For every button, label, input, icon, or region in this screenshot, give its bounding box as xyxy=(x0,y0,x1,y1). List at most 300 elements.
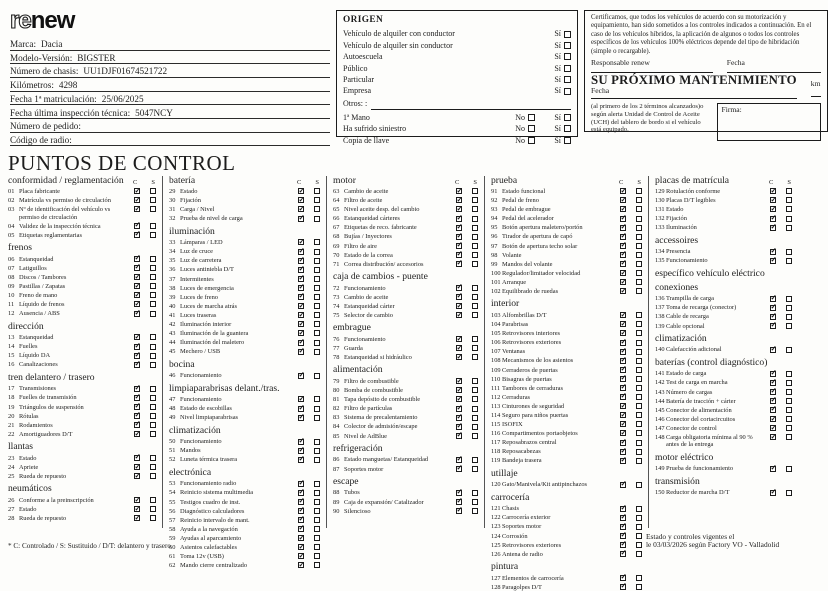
checkbox-s-55[interactable] xyxy=(314,499,320,505)
si-checkbox[interactable] xyxy=(564,65,571,72)
checkbox-c-124[interactable] xyxy=(620,533,626,539)
otros-line[interactable] xyxy=(371,100,571,110)
checkbox-c-61[interactable] xyxy=(298,553,304,559)
checkbox-c-54[interactable] xyxy=(298,490,304,496)
checkbox-c-29[interactable] xyxy=(298,188,304,194)
checkbox-s-133[interactable] xyxy=(786,225,792,231)
checkbox-s-98[interactable] xyxy=(636,252,642,258)
checkbox-c-94[interactable] xyxy=(620,216,626,222)
checkbox-s-40[interactable] xyxy=(314,303,320,309)
checkbox-s-109[interactable] xyxy=(636,367,642,373)
checkbox-c-112[interactable] xyxy=(620,394,626,400)
checkbox-c-108[interactable] xyxy=(620,358,626,364)
checkbox-s-141[interactable] xyxy=(786,371,792,377)
checkbox-s-150[interactable] xyxy=(786,490,792,496)
checkbox-s-82[interactable] xyxy=(472,406,478,412)
checkbox-s-57[interactable] xyxy=(314,517,320,523)
checkbox-s-124[interactable] xyxy=(636,533,642,539)
field-value[interactable]: BIGSTER xyxy=(77,52,116,63)
checkbox-c-70[interactable] xyxy=(456,252,462,258)
checkbox-c-141[interactable] xyxy=(770,371,776,377)
checkbox-s-79[interactable] xyxy=(472,378,478,384)
checkbox-s-41[interactable] xyxy=(314,312,320,318)
checkbox-c-18[interactable] xyxy=(134,395,140,401)
checkbox-s-23[interactable] xyxy=(150,455,156,461)
checkbox-s-21[interactable] xyxy=(150,422,156,428)
checkbox-s-43[interactable] xyxy=(314,330,320,336)
checkbox-c-121[interactable] xyxy=(620,506,626,512)
checkbox-c-90[interactable] xyxy=(456,508,462,514)
field-value[interactable]: 4298 xyxy=(58,80,78,91)
checkbox-c-105[interactable] xyxy=(620,330,626,336)
checkbox-s-138[interactable] xyxy=(786,314,792,320)
checkbox-c-119[interactable] xyxy=(620,458,626,464)
checkbox-s-24[interactable] xyxy=(150,464,156,470)
checkbox-c-14[interactable] xyxy=(134,344,140,350)
checkbox-s-35[interactable] xyxy=(314,258,320,264)
checkbox-c-102[interactable] xyxy=(620,288,626,294)
checkbox-c-76[interactable] xyxy=(456,336,462,342)
checkbox-s-65[interactable] xyxy=(472,206,478,212)
checkbox-c-23[interactable] xyxy=(134,455,140,461)
checkbox-s-131[interactable] xyxy=(786,206,792,212)
checkbox-c-136[interactable] xyxy=(770,296,776,302)
checkbox-c-131[interactable] xyxy=(770,206,776,212)
checkbox-c-85[interactable] xyxy=(456,433,462,439)
checkbox-s-33[interactable] xyxy=(314,239,320,245)
checkbox-c-12[interactable] xyxy=(134,311,140,317)
checkbox-s-84[interactable] xyxy=(472,424,478,430)
checkbox-c-114[interactable] xyxy=(620,412,626,418)
checkbox-s-86[interactable] xyxy=(472,457,478,463)
checkbox-c-87[interactable] xyxy=(456,466,462,472)
field-value[interactable]: Dacia xyxy=(41,39,63,50)
checkbox-c-127[interactable] xyxy=(620,575,626,581)
checkbox-s-110[interactable] xyxy=(636,376,642,382)
checkbox-c-35[interactable] xyxy=(298,258,304,264)
checkbox-s-61[interactable] xyxy=(314,553,320,559)
checkbox-s-118[interactable] xyxy=(636,449,642,455)
checkbox-s-147[interactable] xyxy=(786,425,792,431)
checkbox-c-41[interactable] xyxy=(298,312,304,318)
checkbox-c-134[interactable] xyxy=(770,249,776,255)
checkbox-s-134[interactable] xyxy=(786,249,792,255)
checkbox-s-94[interactable] xyxy=(636,216,642,222)
checkbox-c-91[interactable] xyxy=(620,188,626,194)
checkbox-s-58[interactable] xyxy=(314,526,320,532)
checkbox-s-52[interactable] xyxy=(314,457,320,463)
checkbox-c-129[interactable] xyxy=(770,188,776,194)
checkbox-s-115[interactable] xyxy=(636,421,642,427)
checkbox-c-01[interactable] xyxy=(134,188,140,194)
checkbox-c-52[interactable] xyxy=(298,457,304,463)
checkbox-c-82[interactable] xyxy=(456,406,462,412)
checkbox-s-10[interactable] xyxy=(150,292,156,298)
checkbox-s-04[interactable] xyxy=(150,223,156,229)
checkbox-s-46[interactable] xyxy=(314,373,320,379)
checkbox-s-17[interactable] xyxy=(150,386,156,392)
checkbox-s-114[interactable] xyxy=(636,412,642,418)
checkbox-s-77[interactable] xyxy=(472,345,478,351)
checkbox-s-50[interactable] xyxy=(314,439,320,445)
checkbox-c-06[interactable] xyxy=(134,256,140,262)
next-maintenance-fecha-field[interactable] xyxy=(591,87,797,99)
checkbox-s-102[interactable] xyxy=(636,288,642,294)
checkbox-s-78[interactable] xyxy=(472,354,478,360)
no-checkbox[interactable] xyxy=(528,114,535,121)
next-maintenance-km-field[interactable] xyxy=(811,73,821,97)
checkbox-s-121[interactable] xyxy=(636,506,642,512)
checkbox-c-48[interactable] xyxy=(298,406,304,412)
checkbox-c-60[interactable] xyxy=(298,544,304,550)
si-checkbox[interactable] xyxy=(564,42,571,49)
checkbox-c-92[interactable] xyxy=(620,197,626,203)
checkbox-c-101[interactable] xyxy=(620,279,626,285)
checkbox-c-143[interactable] xyxy=(770,389,776,395)
checkbox-s-37[interactable] xyxy=(314,276,320,282)
checkbox-s-74[interactable] xyxy=(472,303,478,309)
checkbox-c-111[interactable] xyxy=(620,385,626,391)
checkbox-c-95[interactable] xyxy=(620,225,626,231)
checkbox-s-12[interactable] xyxy=(150,311,156,317)
checkbox-c-98[interactable] xyxy=(620,252,626,258)
checkbox-c-62[interactable] xyxy=(298,562,304,568)
checkbox-c-58[interactable] xyxy=(298,526,304,532)
checkbox-c-99[interactable] xyxy=(620,261,626,267)
checkbox-c-33[interactable] xyxy=(298,239,304,245)
checkbox-s-44[interactable] xyxy=(314,340,320,346)
checkbox-c-133[interactable] xyxy=(770,225,776,231)
checkbox-s-120[interactable] xyxy=(636,482,642,488)
checkbox-s-15[interactable] xyxy=(150,353,156,359)
checkbox-s-95[interactable] xyxy=(636,225,642,231)
checkbox-c-100[interactable] xyxy=(620,270,626,276)
checkbox-s-71[interactable] xyxy=(472,261,478,267)
field-value[interactable]: UU1DJF01674521722 xyxy=(83,66,168,77)
checkbox-c-132[interactable] xyxy=(770,216,776,222)
checkbox-s-03[interactable] xyxy=(150,206,156,212)
si-checkbox[interactable] xyxy=(564,76,571,83)
checkbox-c-68[interactable] xyxy=(456,234,462,240)
checkbox-s-02[interactable] xyxy=(150,197,156,203)
checkbox-s-105[interactable] xyxy=(636,330,642,336)
checkbox-s-104[interactable] xyxy=(636,321,642,327)
checkbox-s-60[interactable] xyxy=(314,544,320,550)
checkbox-c-125[interactable] xyxy=(620,542,626,548)
checkbox-c-19[interactable] xyxy=(134,404,140,410)
checkbox-s-08[interactable] xyxy=(150,274,156,280)
checkbox-s-09[interactable] xyxy=(150,283,156,289)
checkbox-c-97[interactable] xyxy=(620,243,626,249)
checkbox-s-139[interactable] xyxy=(786,323,792,329)
checkbox-c-118[interactable] xyxy=(620,449,626,455)
checkbox-s-29[interactable] xyxy=(314,188,320,194)
checkbox-c-117[interactable] xyxy=(620,440,626,446)
checkbox-c-77[interactable] xyxy=(456,345,462,351)
checkbox-c-138[interactable] xyxy=(770,314,776,320)
checkbox-c-84[interactable] xyxy=(456,424,462,430)
checkbox-s-145[interactable] xyxy=(786,407,792,413)
checkbox-c-74[interactable] xyxy=(456,303,462,309)
checkbox-c-20[interactable] xyxy=(134,413,140,419)
checkbox-s-45[interactable] xyxy=(314,349,320,355)
checkbox-s-67[interactable] xyxy=(472,225,478,231)
field-value[interactable]: 5047NCY xyxy=(135,107,173,118)
checkbox-s-144[interactable] xyxy=(786,398,792,404)
checkbox-s-70[interactable] xyxy=(472,252,478,258)
checkbox-c-39[interactable] xyxy=(298,294,304,300)
checkbox-c-73[interactable] xyxy=(456,294,462,300)
checkbox-s-116[interactable] xyxy=(636,430,642,436)
checkbox-s-62[interactable] xyxy=(314,562,320,568)
checkbox-s-132[interactable] xyxy=(786,216,792,222)
si-checkbox[interactable] xyxy=(564,53,571,60)
checkbox-c-27[interactable] xyxy=(134,506,140,512)
checkbox-c-103[interactable] xyxy=(620,312,626,318)
checkbox-s-93[interactable] xyxy=(636,206,642,212)
checkbox-s-106[interactable] xyxy=(636,340,642,346)
checkbox-s-107[interactable] xyxy=(636,349,642,355)
checkbox-c-120[interactable] xyxy=(620,482,626,488)
checkbox-c-63[interactable] xyxy=(456,188,462,194)
checkbox-c-67[interactable] xyxy=(456,225,462,231)
checkbox-c-36[interactable] xyxy=(298,267,304,273)
checkbox-c-139[interactable] xyxy=(770,323,776,329)
checkbox-c-30[interactable] xyxy=(298,197,304,203)
checkbox-s-88[interactable] xyxy=(472,490,478,496)
checkbox-s-100[interactable] xyxy=(636,270,642,276)
checkbox-s-85[interactable] xyxy=(472,433,478,439)
checkbox-c-96[interactable] xyxy=(620,234,626,240)
checkbox-s-30[interactable] xyxy=(314,197,320,203)
checkbox-s-66[interactable] xyxy=(472,216,478,222)
checkbox-c-106[interactable] xyxy=(620,340,626,346)
checkbox-c-78[interactable] xyxy=(456,354,462,360)
checkbox-c-57[interactable] xyxy=(298,517,304,523)
checkbox-c-13[interactable] xyxy=(134,334,140,340)
checkbox-c-126[interactable] xyxy=(620,551,626,557)
checkbox-c-32[interactable] xyxy=(298,216,304,222)
checkbox-c-42[interactable] xyxy=(298,321,304,327)
checkbox-s-47[interactable] xyxy=(314,396,320,402)
checkbox-s-142[interactable] xyxy=(786,380,792,386)
checkbox-c-28[interactable] xyxy=(134,515,140,521)
checkbox-s-83[interactable] xyxy=(472,415,478,421)
checkbox-c-93[interactable] xyxy=(620,206,626,212)
checkbox-c-137[interactable] xyxy=(770,305,776,311)
checkbox-c-07[interactable] xyxy=(134,265,140,271)
checkbox-c-149[interactable] xyxy=(770,466,776,472)
checkbox-s-51[interactable] xyxy=(314,448,320,454)
si-checkbox[interactable] xyxy=(564,114,571,121)
checkbox-c-113[interactable] xyxy=(620,403,626,409)
checkbox-c-43[interactable] xyxy=(298,330,304,336)
signature-box[interactable] xyxy=(717,103,821,141)
field-value[interactable]: 25/06/2025 xyxy=(101,93,144,104)
checkbox-s-11[interactable] xyxy=(150,301,156,307)
checkbox-c-37[interactable] xyxy=(298,276,304,282)
checkbox-s-103[interactable] xyxy=(636,312,642,318)
checkbox-c-122[interactable] xyxy=(620,515,626,521)
checkbox-s-92[interactable] xyxy=(636,197,642,203)
checkbox-s-130[interactable] xyxy=(786,197,792,203)
checkbox-s-140[interactable] xyxy=(786,347,792,353)
checkbox-s-22[interactable] xyxy=(150,431,156,437)
checkbox-c-08[interactable] xyxy=(134,274,140,280)
checkbox-c-55[interactable] xyxy=(298,499,304,505)
checkbox-s-129[interactable] xyxy=(786,188,792,194)
checkbox-s-137[interactable] xyxy=(786,305,792,311)
checkbox-c-17[interactable] xyxy=(134,386,140,392)
checkbox-c-09[interactable] xyxy=(134,283,140,289)
responsable-field[interactable] xyxy=(591,59,713,73)
checkbox-c-38[interactable] xyxy=(298,285,304,291)
checkbox-c-104[interactable] xyxy=(620,321,626,327)
checkbox-c-86[interactable] xyxy=(456,457,462,463)
checkbox-s-127[interactable] xyxy=(636,575,642,581)
checkbox-c-140[interactable] xyxy=(770,347,776,353)
checkbox-s-80[interactable] xyxy=(472,387,478,393)
checkbox-s-54[interactable] xyxy=(314,490,320,496)
checkbox-c-110[interactable] xyxy=(620,376,626,382)
checkbox-c-65[interactable] xyxy=(456,206,462,212)
checkbox-c-145[interactable] xyxy=(770,407,776,413)
checkbox-c-144[interactable] xyxy=(770,398,776,404)
checkbox-s-68[interactable] xyxy=(472,234,478,240)
checkbox-c-64[interactable] xyxy=(456,197,462,203)
checkbox-s-27[interactable] xyxy=(150,506,156,512)
checkbox-c-142[interactable] xyxy=(770,380,776,386)
checkbox-c-130[interactable] xyxy=(770,197,776,203)
checkbox-s-69[interactable] xyxy=(472,243,478,249)
checkbox-s-90[interactable] xyxy=(472,508,478,514)
checkbox-s-75[interactable] xyxy=(472,312,478,318)
checkbox-s-64[interactable] xyxy=(472,197,478,203)
checkbox-c-22[interactable] xyxy=(134,431,140,437)
checkbox-c-109[interactable] xyxy=(620,367,626,373)
checkbox-s-123[interactable] xyxy=(636,524,642,530)
checkbox-s-01[interactable] xyxy=(150,188,156,194)
checkbox-c-05[interactable] xyxy=(134,232,140,238)
checkbox-c-148[interactable] xyxy=(770,434,776,440)
checkbox-s-32[interactable] xyxy=(314,216,320,222)
checkbox-c-83[interactable] xyxy=(456,415,462,421)
si-checkbox[interactable] xyxy=(564,88,571,95)
checkbox-c-107[interactable] xyxy=(620,349,626,355)
checkbox-c-46[interactable] xyxy=(298,373,304,379)
checkbox-s-112[interactable] xyxy=(636,394,642,400)
checkbox-s-135[interactable] xyxy=(786,258,792,264)
checkbox-c-71[interactable] xyxy=(456,261,462,267)
checkbox-c-75[interactable] xyxy=(456,312,462,318)
checkbox-c-04[interactable] xyxy=(134,223,140,229)
si-checkbox[interactable] xyxy=(564,31,571,38)
checkbox-s-16[interactable] xyxy=(150,362,156,368)
checkbox-c-26[interactable] xyxy=(134,497,140,503)
checkbox-s-148[interactable] xyxy=(786,434,792,440)
checkbox-s-39[interactable] xyxy=(314,294,320,300)
checkbox-c-45[interactable] xyxy=(298,349,304,355)
checkbox-c-59[interactable] xyxy=(298,535,304,541)
checkbox-c-53[interactable] xyxy=(298,481,304,487)
checkbox-s-26[interactable] xyxy=(150,497,156,503)
checkbox-c-123[interactable] xyxy=(620,524,626,530)
checkbox-c-15[interactable] xyxy=(134,353,140,359)
checkbox-c-16[interactable] xyxy=(134,362,140,368)
checkbox-c-147[interactable] xyxy=(770,425,776,431)
checkbox-s-128[interactable] xyxy=(636,584,642,590)
checkbox-s-136[interactable] xyxy=(786,296,792,302)
checkbox-c-47[interactable] xyxy=(298,396,304,402)
checkbox-s-143[interactable] xyxy=(786,389,792,395)
checkbox-c-69[interactable] xyxy=(456,243,462,249)
checkbox-s-42[interactable] xyxy=(314,321,320,327)
checkbox-s-53[interactable] xyxy=(314,481,320,487)
checkbox-c-72[interactable] xyxy=(456,285,462,291)
checkbox-s-63[interactable] xyxy=(472,188,478,194)
checkbox-s-101[interactable] xyxy=(636,279,642,285)
checkbox-s-48[interactable] xyxy=(314,406,320,412)
checkbox-s-113[interactable] xyxy=(636,403,642,409)
checkbox-s-122[interactable] xyxy=(636,515,642,521)
checkbox-c-34[interactable] xyxy=(298,249,304,255)
checkbox-c-115[interactable] xyxy=(620,421,626,427)
checkbox-s-126[interactable] xyxy=(636,551,642,557)
checkbox-c-44[interactable] xyxy=(298,340,304,346)
checkbox-s-146[interactable] xyxy=(786,416,792,422)
checkbox-c-11[interactable] xyxy=(134,301,140,307)
checkbox-s-125[interactable] xyxy=(636,542,642,548)
checkbox-s-149[interactable] xyxy=(786,466,792,472)
checkbox-s-81[interactable] xyxy=(472,396,478,402)
checkbox-s-73[interactable] xyxy=(472,294,478,300)
checkbox-c-03[interactable] xyxy=(134,206,140,212)
checkbox-c-40[interactable] xyxy=(298,303,304,309)
checkbox-c-89[interactable] xyxy=(456,499,462,505)
checkbox-s-13[interactable] xyxy=(150,334,156,340)
no-checkbox[interactable] xyxy=(528,137,535,144)
checkbox-s-111[interactable] xyxy=(636,385,642,391)
checkbox-s-05[interactable] xyxy=(150,232,156,238)
checkbox-s-96[interactable] xyxy=(636,234,642,240)
checkbox-s-119[interactable] xyxy=(636,458,642,464)
checkbox-c-150[interactable] xyxy=(770,490,776,496)
checkbox-c-81[interactable] xyxy=(456,396,462,402)
checkbox-s-36[interactable] xyxy=(314,267,320,273)
checkbox-c-51[interactable] xyxy=(298,448,304,454)
checkbox-c-50[interactable] xyxy=(298,439,304,445)
checkbox-s-97[interactable] xyxy=(636,243,642,249)
checkbox-s-28[interactable] xyxy=(150,515,156,521)
fecha-field[interactable] xyxy=(727,59,821,73)
checkbox-s-59[interactable] xyxy=(314,535,320,541)
checkbox-s-117[interactable] xyxy=(636,440,642,446)
checkbox-c-31[interactable] xyxy=(298,206,304,212)
checkbox-s-76[interactable] xyxy=(472,336,478,342)
checkbox-s-07[interactable] xyxy=(150,265,156,271)
checkbox-s-19[interactable] xyxy=(150,404,156,410)
checkbox-c-128[interactable] xyxy=(620,584,626,590)
checkbox-s-99[interactable] xyxy=(636,261,642,267)
checkbox-s-18[interactable] xyxy=(150,395,156,401)
checkbox-c-10[interactable] xyxy=(134,292,140,298)
checkbox-c-80[interactable] xyxy=(456,387,462,393)
checkbox-s-38[interactable] xyxy=(314,285,320,291)
checkbox-c-79[interactable] xyxy=(456,378,462,384)
checkbox-c-49[interactable] xyxy=(298,415,304,421)
checkbox-s-72[interactable] xyxy=(472,285,478,291)
checkbox-c-02[interactable] xyxy=(134,197,140,203)
